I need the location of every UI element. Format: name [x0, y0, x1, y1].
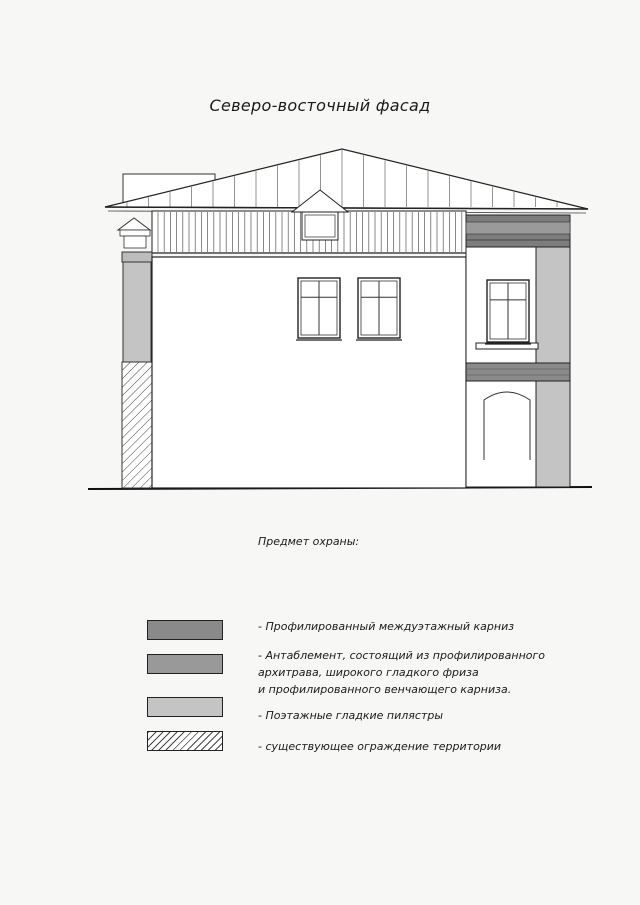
arched-doorway [484, 392, 530, 460]
protection-subject-heading: Предмет охраны: [258, 535, 360, 548]
legend-swatch-entablature [147, 654, 223, 674]
window-left [296, 278, 342, 340]
legend-item-fence [0, 738, 640, 778]
entablature-block [466, 215, 570, 247]
legend-swatch-floor-cornice [147, 620, 223, 640]
legend-item-entablature [0, 647, 640, 696]
legend-text-floor-cornice: - Профилированный междуэтажный карниз [258, 620, 515, 633]
interfloor-cornice [466, 363, 570, 381]
window-middle [356, 278, 402, 340]
legend-swatch-fence [147, 731, 223, 751]
window-annex [485, 280, 531, 344]
legend-swatch-pilasters [147, 697, 223, 717]
legend-text-fence: - существующее ограждение территории [258, 740, 502, 753]
drawing-title: Северо-восточный фасад [209, 96, 431, 115]
legend-text-pilasters: - Поэтажные гладкие пилястры [258, 709, 444, 722]
legend-text-entablature: - Антаблемент, состоящий из профилированного архитрава, широкого гладкого фриза и профилированного венчающего карниза. [258, 649, 545, 696]
post-cap [118, 218, 150, 248]
